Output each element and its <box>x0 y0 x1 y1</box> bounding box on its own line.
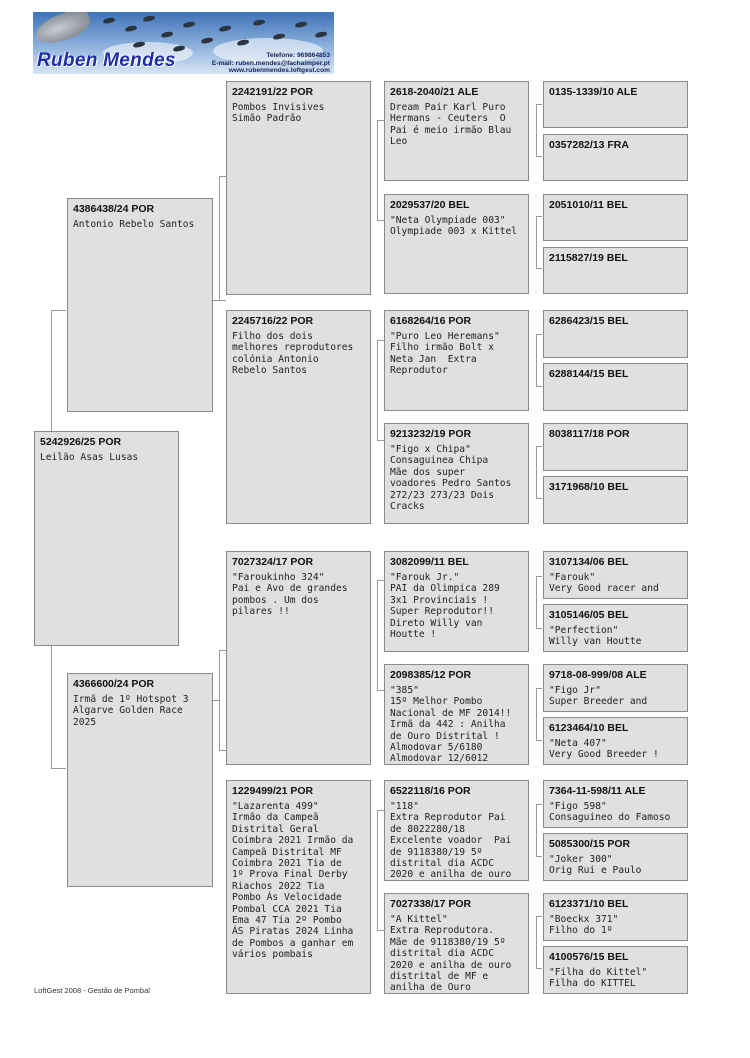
grandparent-card[interactable] <box>226 780 371 994</box>
grandparent-card[interactable] <box>226 310 371 524</box>
connector-line <box>377 930 384 931</box>
ancestor-card[interactable] <box>543 134 688 181</box>
ancestor-card[interactable] <box>543 476 688 524</box>
ring-number: 3107134/06 BEL <box>549 556 629 568</box>
bird-description: "Farouk Jr." PAI da Olimpica 289 3x1 Provinciais ! Super Reprodutor!! Direto Willy van Houtte ! <box>390 572 500 641</box>
ring-number: 3082099/11 BEL <box>390 556 469 568</box>
ancestor-card[interactable] <box>543 194 688 241</box>
connector-line <box>536 804 542 805</box>
connector-line <box>377 340 384 341</box>
ancestor-card[interactable] <box>543 247 688 294</box>
ring-number: 0135-1339/10 ALE <box>549 86 638 98</box>
bird-description: "Neta 407" Very Good Breeder ! <box>549 738 659 761</box>
connector-line <box>219 650 220 750</box>
contact-phone: Telefone: 969864853 <box>266 52 330 59</box>
bird-description: "Puro Leo Heremans" Filho irmão Bolt x Neta Jan Extra Reprodutor <box>390 331 500 377</box>
ring-number: 2051010/11 BEL <box>549 199 628 211</box>
connector-line <box>219 750 226 751</box>
ring-number: 7027324/17 POR <box>232 556 314 568</box>
bird-description: "385" 15º Melhor Pombo Nacional de MF 2014!! Irmã da 442 : Anilha de Ouro Distrital ! Almodovar 5/6180 Almodovar 12/6012 <box>390 685 512 765</box>
ring-number: 0357282/13 FRA <box>549 139 629 151</box>
bird-description: "Neta Olympiade 003" Olympiade 003 x Kittel <box>390 215 518 238</box>
connector-line <box>536 446 537 498</box>
ring-number: 9213232/19 POR <box>390 428 472 440</box>
contact-website: www.rubenmendes.loftgest.com <box>228 67 330 74</box>
connector-line <box>377 340 378 440</box>
ring-number: 2029537/20 BEL <box>390 199 470 211</box>
ring-number: 6288144/15 BEL <box>549 368 629 380</box>
connector-line <box>536 916 542 917</box>
great-grandparent-card[interactable] <box>384 664 529 765</box>
connector-line <box>536 498 542 499</box>
connector-line <box>219 300 226 301</box>
connector-line <box>377 120 378 220</box>
connector-line <box>377 220 384 221</box>
great-grandparent-card[interactable] <box>384 310 529 411</box>
connector-line <box>536 216 537 268</box>
bird-description: Pombos Invisives Simão Padrão <box>232 102 325 125</box>
ring-number: 6168264/16 POR <box>390 315 472 327</box>
ring-number: 8038117/18 POR <box>549 428 630 440</box>
ring-number: 2242191/22 POR <box>232 86 314 98</box>
connector-line <box>536 804 537 856</box>
bird-description: Dream Pair Karl Puro Hermans - Ceuters O Pai é meio irmão Blau Leo <box>390 102 512 148</box>
connector-line <box>536 156 542 157</box>
bird-description: Irmã de 1º Hotspot 3 Algarve Golden Race 2025 <box>73 694 189 728</box>
connector-line <box>536 268 542 269</box>
ancestor-card[interactable] <box>543 604 688 652</box>
bird-description: "A Kittel" Extra Reprodutora. Mãe de 9118380/19 5º distrital dia ACDC 2020 e anilha de ouro distrital de MF e anilha de Ouro <box>390 914 512 994</box>
connector-line <box>536 968 542 969</box>
connector-line <box>536 334 542 335</box>
ancestor-card[interactable] <box>543 81 688 128</box>
connector-line <box>377 120 384 121</box>
footer-credit: LoftGest 2008 - Gestão de Pombal <box>34 986 150 995</box>
header-banner <box>33 12 334 74</box>
bird-description: "118" Extra Reprodutor Pai de 8022280/18 Excelente voador Pai de 9118380/19 5º distrital dia ACDC 2020 e anilha de ouro <box>390 801 512 881</box>
great-grandparent-card[interactable] <box>384 423 529 524</box>
connector-line <box>536 104 537 156</box>
grandparent-card[interactable] <box>226 551 371 765</box>
ancestor-card[interactable] <box>543 833 688 881</box>
bird-description: "Farouk" Very Good racer and <box>549 572 659 595</box>
bird-description: "Faroukinho 324" Pai e Avo de grandes pombos . Um dos pilares !! <box>232 572 348 618</box>
connector-line <box>536 576 537 628</box>
connector-line <box>51 768 66 769</box>
connector-line <box>377 690 384 691</box>
connector-line <box>377 810 384 811</box>
ring-number: 7027338/17 POR <box>390 898 472 910</box>
ring-number: 3171968/10 BEL <box>549 481 629 493</box>
dam-card[interactable] <box>67 673 213 887</box>
great-grandparent-card[interactable] <box>384 780 529 881</box>
bird-description: "Figo Jr" Super Breeder and <box>549 685 648 708</box>
bird-description: Filho dos dois melhores reprodutores colónia Antonio Rebelo Santos <box>232 331 354 377</box>
connector-line <box>219 176 220 300</box>
ring-number: 6123371/10 BEL <box>549 898 629 910</box>
connector-line <box>536 856 542 857</box>
ring-number: 5085300/15 POR <box>549 838 631 850</box>
ring-number: 5242926/25 POR <box>40 436 122 448</box>
ancestor-card[interactable] <box>543 664 688 712</box>
ring-number: 2115827/19 BEL <box>549 252 628 264</box>
ancestor-card[interactable] <box>543 423 688 471</box>
bird-description: "Perfection" Willy van Houtte <box>549 625 642 648</box>
subject-bird-card[interactable] <box>34 431 179 646</box>
ancestor-card[interactable] <box>543 946 688 994</box>
ring-number: 6123464/10 BEL <box>549 722 629 734</box>
connector-line <box>536 386 542 387</box>
connector-line <box>219 650 226 651</box>
bird-description: "Joker 300" Orig Rui e Paulo <box>549 854 642 877</box>
connector-line <box>536 688 542 689</box>
great-grandparent-card[interactable] <box>384 194 529 294</box>
connector-line <box>536 576 542 577</box>
connector-line <box>536 446 542 447</box>
ring-number: 4100576/15 BEL <box>549 951 629 963</box>
connector-line <box>377 810 378 930</box>
ancestor-card[interactable] <box>543 780 688 828</box>
connector-line <box>536 104 542 105</box>
pigeon-logo-icon <box>33 12 94 48</box>
connector-line <box>51 310 66 311</box>
ancestor-card[interactable] <box>543 551 688 599</box>
connector-line <box>536 334 537 386</box>
bird-description: "Filha do Kittel" Filha do KITTEL <box>549 967 648 990</box>
contact-email: E-mail: ruben.mendes@fachaimper.pt <box>211 60 330 67</box>
ancestor-card[interactable] <box>543 363 688 411</box>
ring-number: 7364-11-598/11 ALE <box>549 785 646 797</box>
connector-line <box>536 740 542 741</box>
connector-line <box>536 628 542 629</box>
connector-line <box>219 176 226 177</box>
ring-number: 1229499/21 POR <box>232 785 314 797</box>
ancestor-card[interactable] <box>543 893 688 941</box>
great-grandparent-card[interactable] <box>384 551 529 652</box>
ancestor-card[interactable] <box>543 310 688 358</box>
great-grandparent-card[interactable] <box>384 81 529 181</box>
bird-description: "Figo x Chipa" Consaguinea Chipa Mãe dos super voadores Pedro Santos 272/23 273/23 Dois Cracks <box>390 444 512 513</box>
sire-card[interactable] <box>67 198 213 412</box>
bird-description: Leilão Asas Lusas <box>40 452 139 463</box>
connector-line <box>536 216 542 217</box>
ring-number: 9718-08-999/08 ALE <box>549 669 647 681</box>
bird-description: "Figo 598" Consaguineo do Famoso <box>549 801 671 824</box>
connector-line <box>536 916 537 968</box>
bird-description: "Boeckx 371" Filho do 1º <box>549 914 619 937</box>
great-grandparent-card[interactable] <box>384 893 529 994</box>
ring-number: 4366600/24 POR <box>73 678 155 690</box>
ring-number: 6286423/15 BEL <box>549 315 629 327</box>
connector-line <box>377 580 384 581</box>
ring-number: 2098385/12 POR <box>390 669 472 681</box>
ring-number: 3105146/05 BEL <box>549 609 629 621</box>
ring-number: 2618-2040/21 ALE <box>390 86 479 98</box>
bird-description: Antonio Rebelo Santos <box>73 219 195 230</box>
connector-line <box>377 440 384 441</box>
bird-description: "Lazarenta 499" Irmão da Campeã Distrital Geral Coimbra 2021 Irmão da Campeã Distrital MF Coimbra 2021 Tia de 1º Prova Final Derby Riachos 2022 Tia Pombo Ás Velocidade Pombal CCA 2021 Tia Ema 47 Tia 2º Pombo ÁS Piratas 2024 Linha de Pombos a ganhar em vários pombais <box>232 801 354 961</box>
ancestor-card[interactable] <box>543 717 688 765</box>
connector-line <box>213 700 219 701</box>
connector-line <box>377 580 378 690</box>
connector-line <box>536 688 537 740</box>
grandparent-card[interactable] <box>226 81 371 295</box>
ring-number: 2245716/22 POR <box>232 315 314 327</box>
ring-number: 4386438/24 POR <box>73 203 155 215</box>
brand-name: Ruben Mendes <box>37 50 176 71</box>
ring-number: 6522118/16 POR <box>390 785 471 797</box>
